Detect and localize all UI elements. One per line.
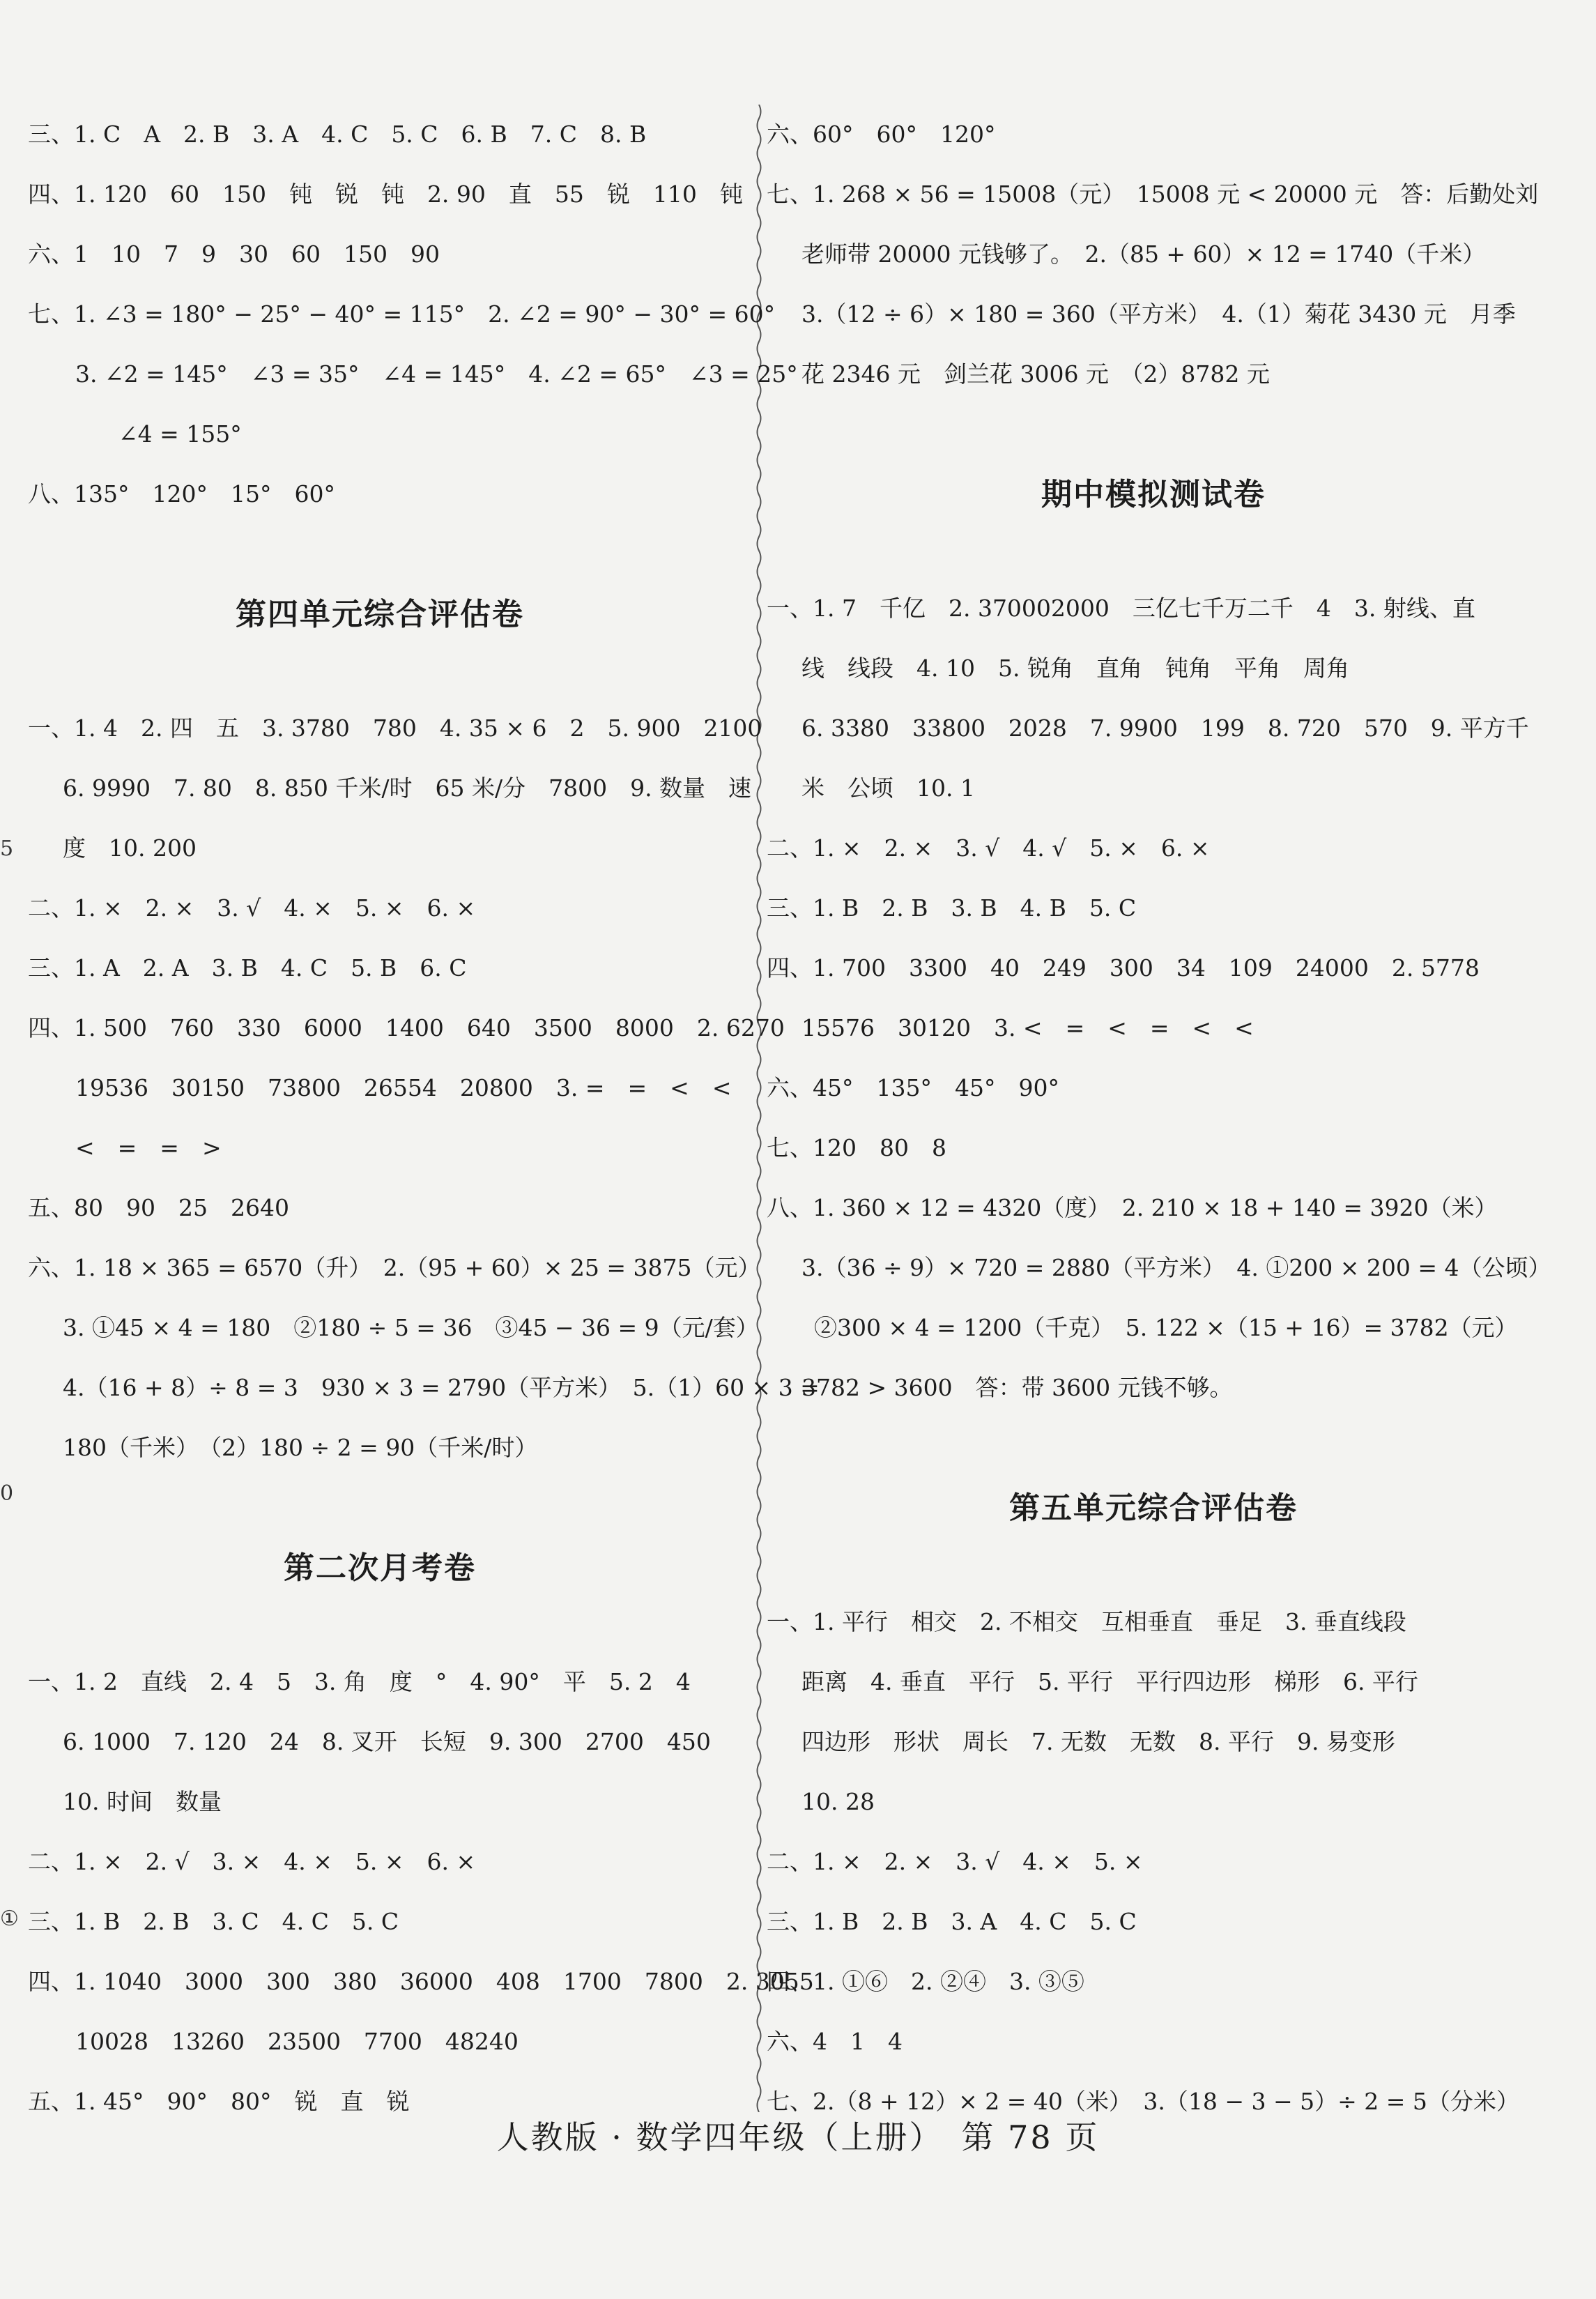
answer-line: 七、2.（8 + 12）× 2 = 40（米） 3.（18 − 3 − 5）÷ 2 = 5（分米）: [767, 2088, 1519, 2115]
answer-line: 3. ∠2 = 145° ∠3 = 35° ∠4 = 145° 4. ∠2 = 65° ∠3 = 25°: [75, 360, 798, 388]
answer-line: 七、1. ∠3 = 180° − 25° − 40° = 115° 2. ∠2 = 90° − 30° = 60°: [28, 300, 776, 328]
answer-line: 一、1. 2 直线 2. 4 5 3. 角 度 ° 4. 90° 平 5. 2 4: [28, 1668, 691, 1695]
page-footer: 人教版 · 数学四年级（上册） 第 78 页: [496, 2118, 1100, 2156]
answer-line: 二、1. × 2. × 3. √ 4. × 5. × 6. ×: [28, 894, 476, 922]
answer-line: 花 2346 元 剑兰花 3006 元 （2）8782 元: [801, 360, 1270, 388]
answer-line: 六、60° 60° 120°: [767, 121, 996, 148]
answer-line: 三、1. A 2. A 3. B 4. C 5. B 6. C: [28, 954, 467, 982]
answer-line: 10. 28: [801, 1788, 875, 1815]
answer-line: 五、1. 45° 90° 80° 锐 直 锐: [28, 2088, 410, 2115]
answer-line: 三、1. B 2. B 3. B 4. B 5. C: [767, 894, 1137, 922]
answer-line: 线 线段 4. 10 5. 锐角 直角 钝角 平角 周角: [801, 655, 1349, 682]
answer-line: 四、1. 500 760 330 6000 1400 640 3500 8000 2. 6270: [28, 1014, 785, 1041]
answer-line: 10028 13260 23500 7700 48240: [75, 2028, 519, 2055]
answer-line: 距离 4. 垂直 平行 5. 平行 平行四边形 梯形 6. 平行: [801, 1668, 1418, 1695]
answer-line: 六、1. 18 × 365 = 6570（升） 2.（95 + 60）× 25 = 3875（元）: [28, 1254, 761, 1281]
answer-line: 米 公顷 10. 1: [801, 774, 975, 802]
edge-mark: ①: [0, 1907, 19, 1931]
answer-line: 二、1. × 2. × 3. √ 4. √ 5. × 6. ×: [767, 834, 1210, 862]
answer-line: 二、1. × 2. √ 3. × 4. × 5. × 6. ×: [28, 1848, 476, 1875]
section-title: 第二次月考卷: [284, 1550, 476, 1586]
answer-line: 六、4 1 4: [767, 2028, 903, 2055]
answer-line: ∠4 = 155°: [118, 420, 242, 448]
answer-line: 6. 3380 33800 2028 7. 9900 199 8. 720 570 9. 平方千: [801, 715, 1529, 742]
answer-line: 六、1 10 7 9 30 60 150 90: [28, 240, 440, 268]
answer-line: 一、1. 4 2. 四 五 3. 3780 780 4. 35 × 6 2 5. 900 2100: [28, 715, 762, 742]
answer-line: 180（千米） （2）180 ÷ 2 = 90（千米/时）: [63, 1434, 538, 1461]
answer-line: 6. 9990 7. 80 8. 850 千米/时 65 米/分 7800 9. 数量 速: [63, 774, 752, 802]
answer-line: < = = >: [75, 1134, 222, 1161]
right-column: [767, 105, 1551, 2132]
answer-line: 四、1. 120 60 150 钝 锐 钝 2. 90 直 55 锐 110 钝: [28, 181, 743, 208]
section-title: 第五单元综合评估卷: [1009, 1490, 1298, 1526]
edge-mark: 5: [0, 837, 14, 861]
answer-line: 3.（12 ÷ 6）× 180 = 360（平方米） 4.（1）菊花 3430 元 月季: [801, 300, 1516, 328]
answer-line: 一、1. 7 千亿 2. 370002000 三亿七千万二千 4 3. 射线、直: [767, 595, 1475, 622]
answer-line: 度 10. 200: [63, 834, 197, 862]
answer-line: ②300 × 4 = 1200（千克） 5. 122 ×（15 + 16）= 3782（元）: [814, 1314, 1518, 1341]
answer-line: 3782 > 3600 答：带 3600 元钱不够。: [801, 1374, 1233, 1401]
answer-line: 4.（16 + 8）÷ 8 = 3 930 × 3 = 2790（平方米） 5.（1）60 × 3 =: [63, 1374, 820, 1401]
section-title: 期中模拟测试卷: [1041, 477, 1266, 512]
answer-line: 19536 30150 73800 26554 20800 3. = = < <: [75, 1074, 732, 1101]
answer-line: 3. ①45 × 4 = 180 ②180 ÷ 5 = 36 ③45 − 36 = 9（元/套）: [63, 1314, 759, 1341]
edge-mark: 0: [0, 1481, 14, 1506]
answer-line: 四、1. 1040 3000 300 380 36000 408 1700 7800 2. 3055: [28, 1968, 814, 1995]
answer-line: 三、1. B 2. B 3. C 4. C 5. C: [28, 1908, 399, 1935]
answer-line: 七、120 80 8: [767, 1134, 946, 1161]
answer-line: 六、45° 135° 45° 90°: [767, 1074, 1059, 1101]
answer-line: 二、1. × 2. × 3. √ 4. × 5. ×: [767, 1848, 1143, 1875]
answer-line: 老师带 20000 元钱够了。 2.（85 + 60）× 12 = 1740（千米）: [801, 240, 1486, 268]
answer-line: 三、1. C A 2. B 3. A 4. C 5. C 6. B 7. C 8. B: [28, 121, 647, 148]
answer-line: 七、1. 268 × 56 = 15008（元） 15008 元 < 20000 元 答：后勤处刘: [767, 181, 1539, 208]
answer-line: 10. 时间 数量: [63, 1788, 222, 1815]
answer-line: 四、1. ①⑥ 2. ②④ 3. ③⑤: [767, 1968, 1084, 1995]
column-divider: [755, 105, 763, 2112]
left-column: [28, 105, 820, 2132]
answer-line: 四边形 形状 周长 7. 无数 无数 8. 平行 9. 易变形: [801, 1728, 1395, 1755]
answer-line: 15576 30120 3. < = < = < <: [801, 1014, 1254, 1041]
answer-line: 八、1. 360 × 12 = 4320（度） 2. 210 × 18 + 140 = 3920（米）: [767, 1194, 1498, 1221]
section-title: 第四单元综合评估卷: [236, 597, 524, 632]
answer-line: 五、80 90 25 2640: [28, 1194, 289, 1221]
answer-line: 八、135° 120° 15° 60°: [28, 480, 335, 507]
answer-line: 6. 1000 7. 120 24 8. 叉开 长短 9. 300 2700 450: [63, 1728, 711, 1755]
answer-line: 3.（36 ÷ 9）× 720 = 2880（平方米） 4. ①200 × 200 = 4（公顷）: [801, 1254, 1551, 1281]
answer-line: 四、1. 700 3300 40 249 300 34 109 24000 2. 5778: [767, 954, 1480, 982]
answer-line: 一、1. 平行 相交 2. 不相交 互相垂直 垂足 3. 垂直线段: [767, 1608, 1406, 1635]
answer-line: 三、1. B 2. B 3. A 4. C 5. C: [767, 1908, 1137, 1935]
